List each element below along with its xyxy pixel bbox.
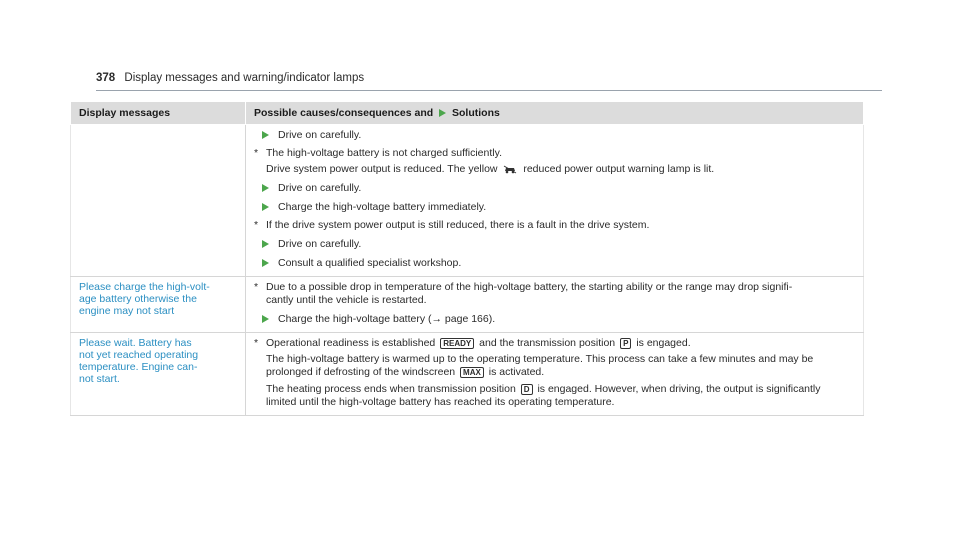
page-title: Display messages and warning/indicator lamps [124, 72, 365, 84]
detail-text: prolonged if defrosting of the windscreen [266, 366, 456, 378]
message-text: not yet reached operating [79, 349, 199, 361]
column-header-solutions-prefix: Possible causes/consequences and [254, 107, 434, 119]
message-text: not start. [79, 373, 120, 385]
action-arrow-icon [262, 240, 269, 248]
detail-line: The high-voltage battery is warmed up to the operating temperature. This process can take a few minutes and may be [266, 353, 814, 365]
message-cell [71, 125, 246, 277]
asterisk-icon: * [254, 219, 259, 231]
solution-cell [246, 125, 864, 277]
action-line [254, 201, 855, 214]
action-text: Drive on carefully. [278, 238, 362, 250]
page-header [96, 72, 364, 84]
message-text: age battery otherwise the [79, 293, 197, 305]
message-text: temperature. Engine can- [79, 361, 198, 373]
cause-text: The high-voltage battery is not charged sufficiently. [266, 147, 502, 159]
table-row [71, 277, 864, 333]
detail-line: cantly until the vehicle is restarted. [266, 294, 427, 306]
reduced-power-warning-lamp-icon [503, 165, 517, 174]
solutions-arrow-icon [439, 109, 446, 117]
cause-line [254, 281, 855, 294]
drive-position-icon: D [521, 384, 533, 395]
action-arrow-icon [262, 184, 269, 192]
detail-line: limited until the high-voltage battery has reached its operating temperature. [266, 396, 615, 408]
cause-text: is engaged. [636, 337, 691, 349]
detail-text: reduced power output warning lamp is lit. [523, 163, 715, 175]
action-text: Charge the high-voltage battery (→ page 166). [278, 313, 496, 325]
asterisk-icon: * [254, 337, 259, 349]
table-row [71, 333, 864, 416]
page-number: 378 [96, 72, 116, 84]
park-position-icon: P [620, 338, 631, 349]
action-arrow-icon [262, 259, 269, 267]
table-header-row [71, 102, 864, 125]
cause-line [254, 337, 855, 350]
header-divider [96, 90, 882, 91]
detail-line [254, 366, 855, 379]
action-line [254, 257, 855, 270]
message-text: Please wait. Battery has [79, 337, 192, 349]
column-header-solutions-suffix: Solutions [452, 107, 500, 119]
action-arrow-icon [262, 131, 269, 139]
display-messages-table [70, 101, 864, 416]
detail-text: is engaged. However, when driving, the output is significantly [537, 383, 821, 395]
windscreen-defrost-max-icon: MAX [460, 367, 484, 378]
message-text: engine may not start [79, 305, 175, 317]
ready-indicator-icon: READY [440, 338, 474, 349]
action-line [254, 313, 855, 326]
cause-text: Due to a possible drop in temperature of the high-voltage battery, the starting ability or the range may drop signifi- [266, 281, 793, 293]
column-header-solutions [246, 102, 864, 125]
action-text: Drive on carefully. [278, 182, 362, 194]
solution-cell [246, 333, 864, 416]
message-cell [71, 277, 246, 333]
cause-line [254, 219, 855, 232]
detail-text: is activated. [488, 366, 545, 378]
asterisk-icon: * [254, 147, 259, 159]
detail-line [254, 163, 855, 176]
cause-text: Operational readiness is established [266, 337, 436, 349]
message-text: Please charge the high-volt- [79, 281, 210, 293]
action-arrow-icon [262, 315, 269, 323]
detail-text: Drive system power output is reduced. The yellow [266, 163, 498, 175]
solution-cell [246, 277, 864, 333]
action-arrow-icon [262, 203, 269, 211]
detail-line [254, 383, 855, 396]
action-line [254, 129, 855, 142]
asterisk-icon: * [254, 281, 259, 293]
detail-text: The heating process ends when transmission position [266, 383, 516, 395]
message-cell [71, 333, 246, 416]
table-row [71, 125, 864, 277]
column-header-messages: Display messages [71, 102, 246, 125]
action-text: Consult a qualified specialist workshop. [278, 257, 462, 269]
action-line [254, 182, 855, 195]
action-text: Charge the high-voltage battery immediately. [278, 201, 487, 213]
action-line [254, 238, 855, 251]
cause-text: and the transmission position [479, 337, 616, 349]
action-text: Drive on carefully. [278, 129, 362, 141]
cause-text: If the drive system power output is still reduced, there is a fault in the drive system. [266, 219, 650, 231]
cause-line [254, 147, 855, 160]
